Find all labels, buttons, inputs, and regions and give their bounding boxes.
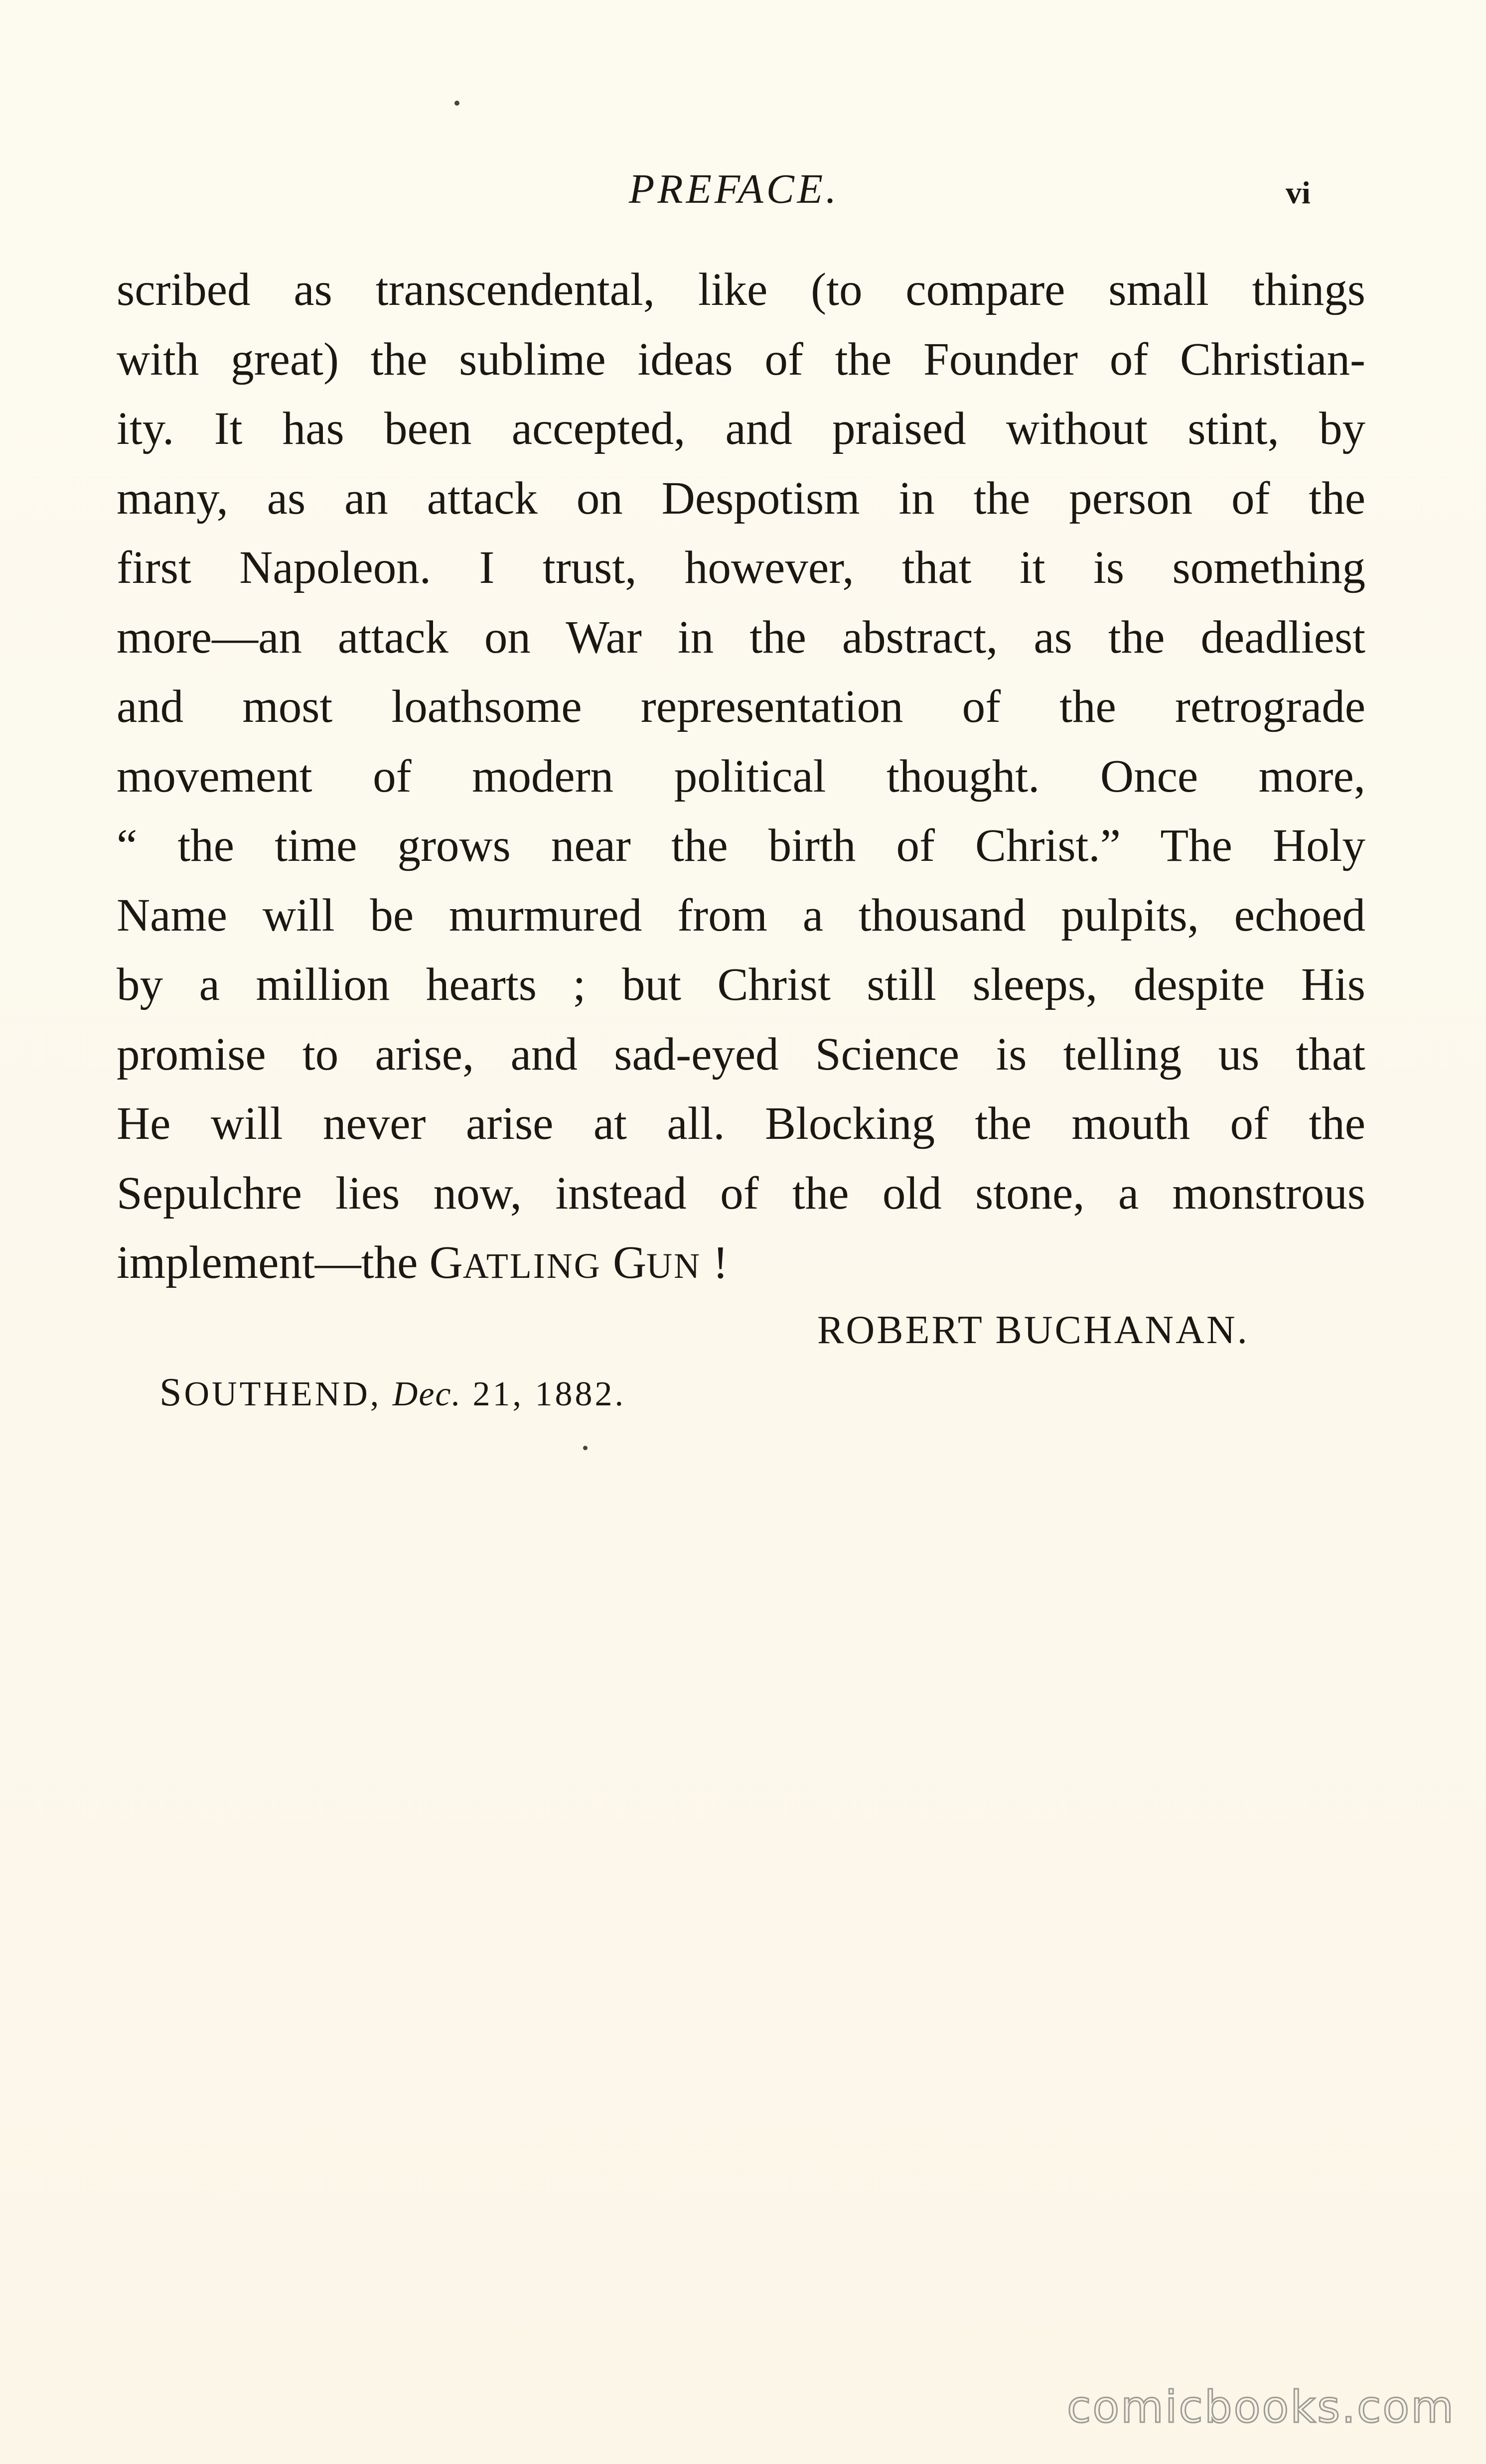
text-line: movement of modern political thought. Once more, bbox=[117, 750, 1365, 802]
last-line-suffix: ! bbox=[701, 1237, 729, 1288]
text-line: Name will be murmured from a thousand pulpits, echoed bbox=[117, 889, 1365, 941]
text-line: ity. It has been accepted, and praised without stint, by bbox=[117, 403, 1365, 454]
text-line: Sepulchre lies now, instead of the old stone, a monstrous bbox=[117, 1167, 1365, 1219]
preface-paragraph bbox=[117, 255, 1365, 1298]
text-line: first Napoleon. I trust, however, that it is something bbox=[117, 542, 1365, 593]
text-line: scribed as transcendental, like (to compare small things bbox=[117, 264, 1365, 315]
gun-rest: UN bbox=[646, 1246, 702, 1286]
place-initial: S bbox=[159, 1370, 184, 1414]
page-header bbox=[0, 164, 1486, 219]
ink-speck bbox=[583, 1446, 588, 1450]
page-number: vi bbox=[1286, 175, 1311, 210]
text-line: He will never arise at all. Blocking the mouth of the bbox=[117, 1098, 1365, 1149]
text-line: more—an attack on War in the abstract, as the deadliest bbox=[117, 611, 1365, 663]
ink-speck bbox=[454, 101, 459, 106]
gun-initial: G bbox=[613, 1237, 647, 1288]
place-rest: OUTHEND, bbox=[184, 1375, 382, 1413]
gatling-rest: ATLING bbox=[462, 1246, 601, 1286]
text-line-last bbox=[117, 1228, 1365, 1298]
gatling-initial: G bbox=[429, 1237, 463, 1288]
running-head: PREFACE. bbox=[629, 166, 840, 212]
month: Dec. bbox=[392, 1375, 461, 1413]
last-line-prefix: implement—the bbox=[117, 1237, 430, 1288]
author-signature: ROBERT BUCHANAN. bbox=[817, 1308, 1249, 1352]
date: 21, 1882. bbox=[472, 1375, 626, 1413]
text-line: many, as an attack on Despotism in the person of the bbox=[117, 472, 1365, 524]
dateline bbox=[159, 1365, 626, 1422]
text-line: by a million hearts ; but Christ still sleeps, despite His bbox=[117, 959, 1365, 1010]
text-line: and most loathsome representation of the retrograde bbox=[117, 681, 1365, 732]
text-line: “ the time grows near the birth of Christ.” The Holy bbox=[117, 820, 1365, 871]
watermark: comicbooks.com bbox=[1066, 2381, 1455, 2433]
text-line: promise to arise, and sad-eyed Science is telling us that bbox=[117, 1028, 1365, 1080]
text-line: with great) the sublime ideas of the Founder of Christian- bbox=[117, 333, 1365, 385]
